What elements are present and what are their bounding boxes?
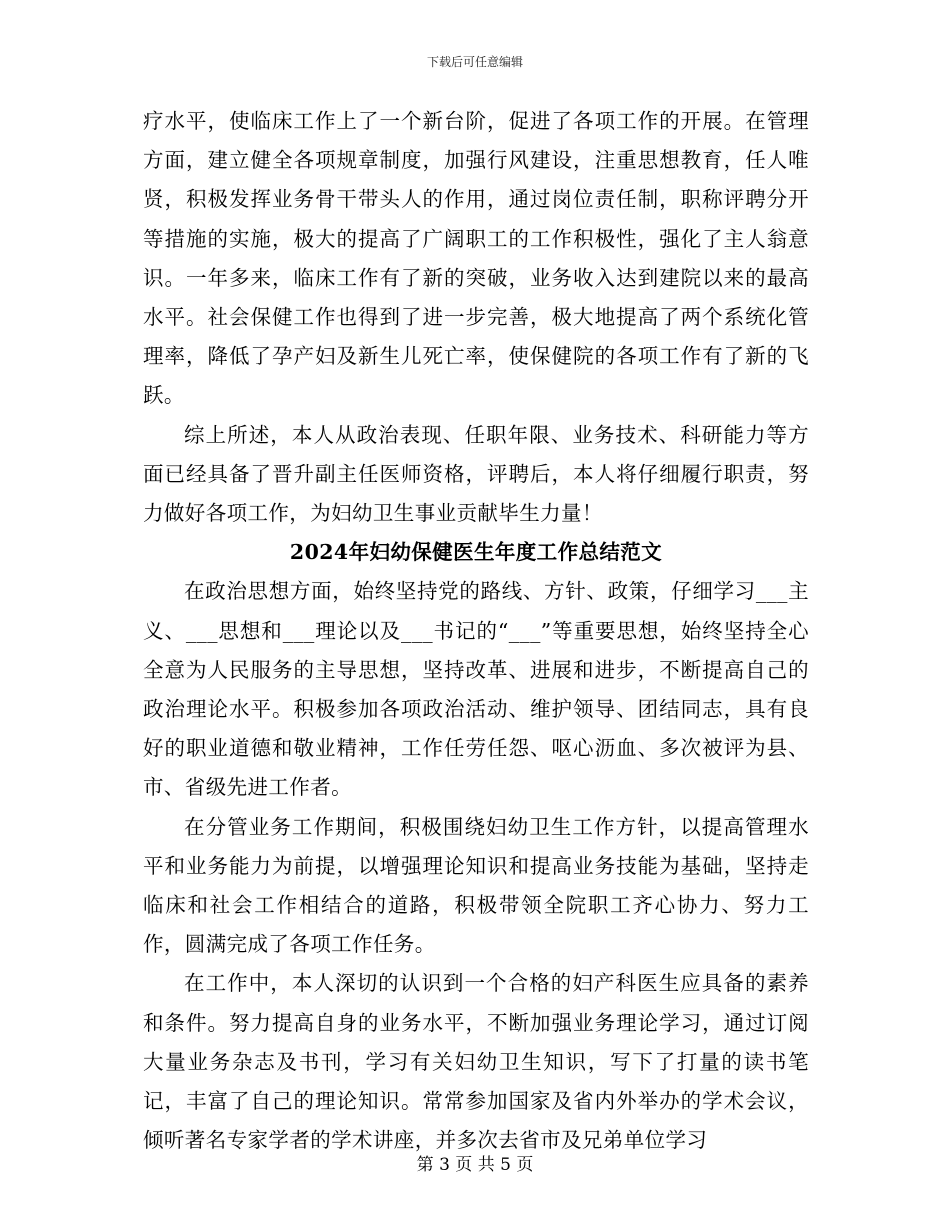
- page-footer: 第 3 页 共 5 页: [416, 1155, 534, 1175]
- paragraph-continued: 疗水平，使临床工作上了一个新台阶，促进了各项工作的开展。在管理方面，建立健全各项规章制度，加强行风建设，注重思想教育，任人唯贤，积极发挥业务骨干带头人的作用，通过岗位责任制，职称评聘分开等措施的实施，极大的提高了广阔职工的工作积极性，强化了主人翁意识。一年多来，临床工作有了新的突破，业务收入达到建院以来的最高水平。社会保健工作也得到了进一步完善，极大地提高了两个系统化管理率，降低了孕产妇及新生儿死亡率，使保健院的各项工作有了新的飞跃。: [143, 109, 809, 408]
- document-body: [143, 102, 809, 1160]
- paragraph-management: 在分管业务工作期间，积极围绕妇幼卫生工作方针，以提高管理水平和业务能力为前提，以增强理论知识和提高业务技能为基础，坚持走临床和社会工作相结合的道路，积极带领全院职工齐心协力、努力工作，圆满完成了各项工作任务。: [143, 814, 809, 957]
- paragraph-work: 在工作中，本人深切的认识到一个合格的妇产科医生应具备的素养和条件。努力提高自身的业务水平，不断加强业务理论学习，通过订阅大量业务杂志及书刊，学习有关妇幼卫生知识，写下了打量的读书笔记，丰富了自己的理论知识。常常参加国家及省内外举办的学术会议，倾听著名专家学者的学术讲座，并多次去省市及兄弟单位学习: [143, 971, 809, 1153]
- paragraph-summary: 综上所述，本人从政治表现、任职年限、业务技术、科研能力等方面已经具备了晋升副主任医师资格，评聘后，本人将仔细履行职责，努力做好各项工作，为妇幼卫生事业贡献毕生力量！: [143, 422, 809, 526]
- paragraph-political: 在政治思想方面，始终坚持党的路线、方针、政策，仔细学习___主义、___思想和___理论以及___书记的“___”等重要思想，始终坚持全心全意为人民服务的主导思想，坚持改革、进展和进步，不断提高自己的政治理论水平。积极参加各项政治活动、维护领导、团结同志，具有良好的职业道德和敬业精神，工作任劳任怨、呕心沥血、多次被评为县、市、省级先进工作者。: [143, 579, 809, 800]
- section-title: 2024年妇幼保健医生年度工作总结范文: [289, 540, 663, 565]
- header-note: 下载后可任意编辑: [426, 55, 523, 69]
